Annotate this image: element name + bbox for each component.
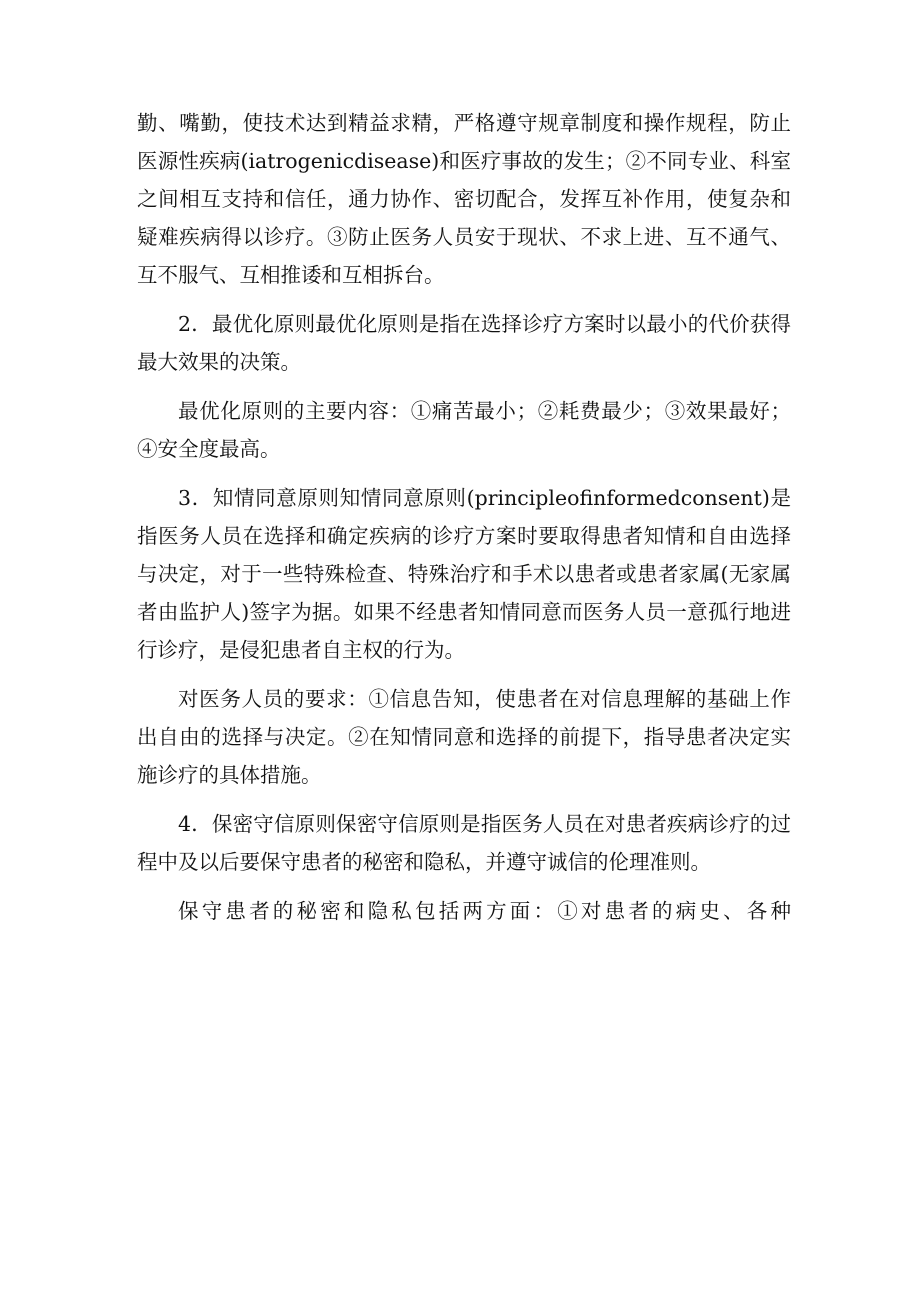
document-body <box>137 104 791 930</box>
paragraph-optimization-principle: 2．最优化原则最优化原则是指在选择诊疗方案时以最小的代价获得最大效果的决策。 <box>137 312 791 374</box>
paragraph-continuation: 勤、嘴勤，使技术达到精益求精，严格遵守规章制度和操作规程，防止医源性疾病(iatrogenicdisease)和医疗事故的发生；②不同专业、科室之间相互支持和信任，通力协作、密切配合，发挥互补作用，使复杂和疑难疾病得以诊疗。③防止医务人员安于现状、不求上进、互不通气、互不服气、互相推诿和互相拆台。 <box>137 111 791 287</box>
paragraph-staff-requirements: 对医务人员的要求：①信息告知，使患者在对信息理解的基础上作出自由的选择与决定。②在知情同意和选择的前提下，指导患者决定实施诊疗的具体措施。 <box>137 687 791 787</box>
paragraph-informed-consent-principle: 3．知情同意原则知情同意原则(principleofinformedconsent)是指医务人员在选择和确定疾病的诊疗方案时要取得患者知情和自由选择与决定，对于一些特殊检查、特殊治疗和手术以患者或患者家属(无家属者由监护人)签字为据。如果不经患者知情同意而医务人员一意孤行地进行诊疗，是侵犯患者自主权的行为。 <box>137 486 791 662</box>
paragraph-privacy-aspects: 保守患者的秘密和隐私包括两方面：①对患者的病史、各种 <box>178 899 791 923</box>
paragraph-confidentiality-principle: 4．保密守信原则保密守信原则是指医务人员在对患者疾病诊疗的过程中及以后要保守患者的秘密和隐私，并遵守诚信的伦理准则。 <box>137 812 791 874</box>
paragraph-optimization-content: 最优化原则的主要内容：①痛苦最小；②耗费最少；③效果最好；④安全度最高。 <box>137 399 791 461</box>
